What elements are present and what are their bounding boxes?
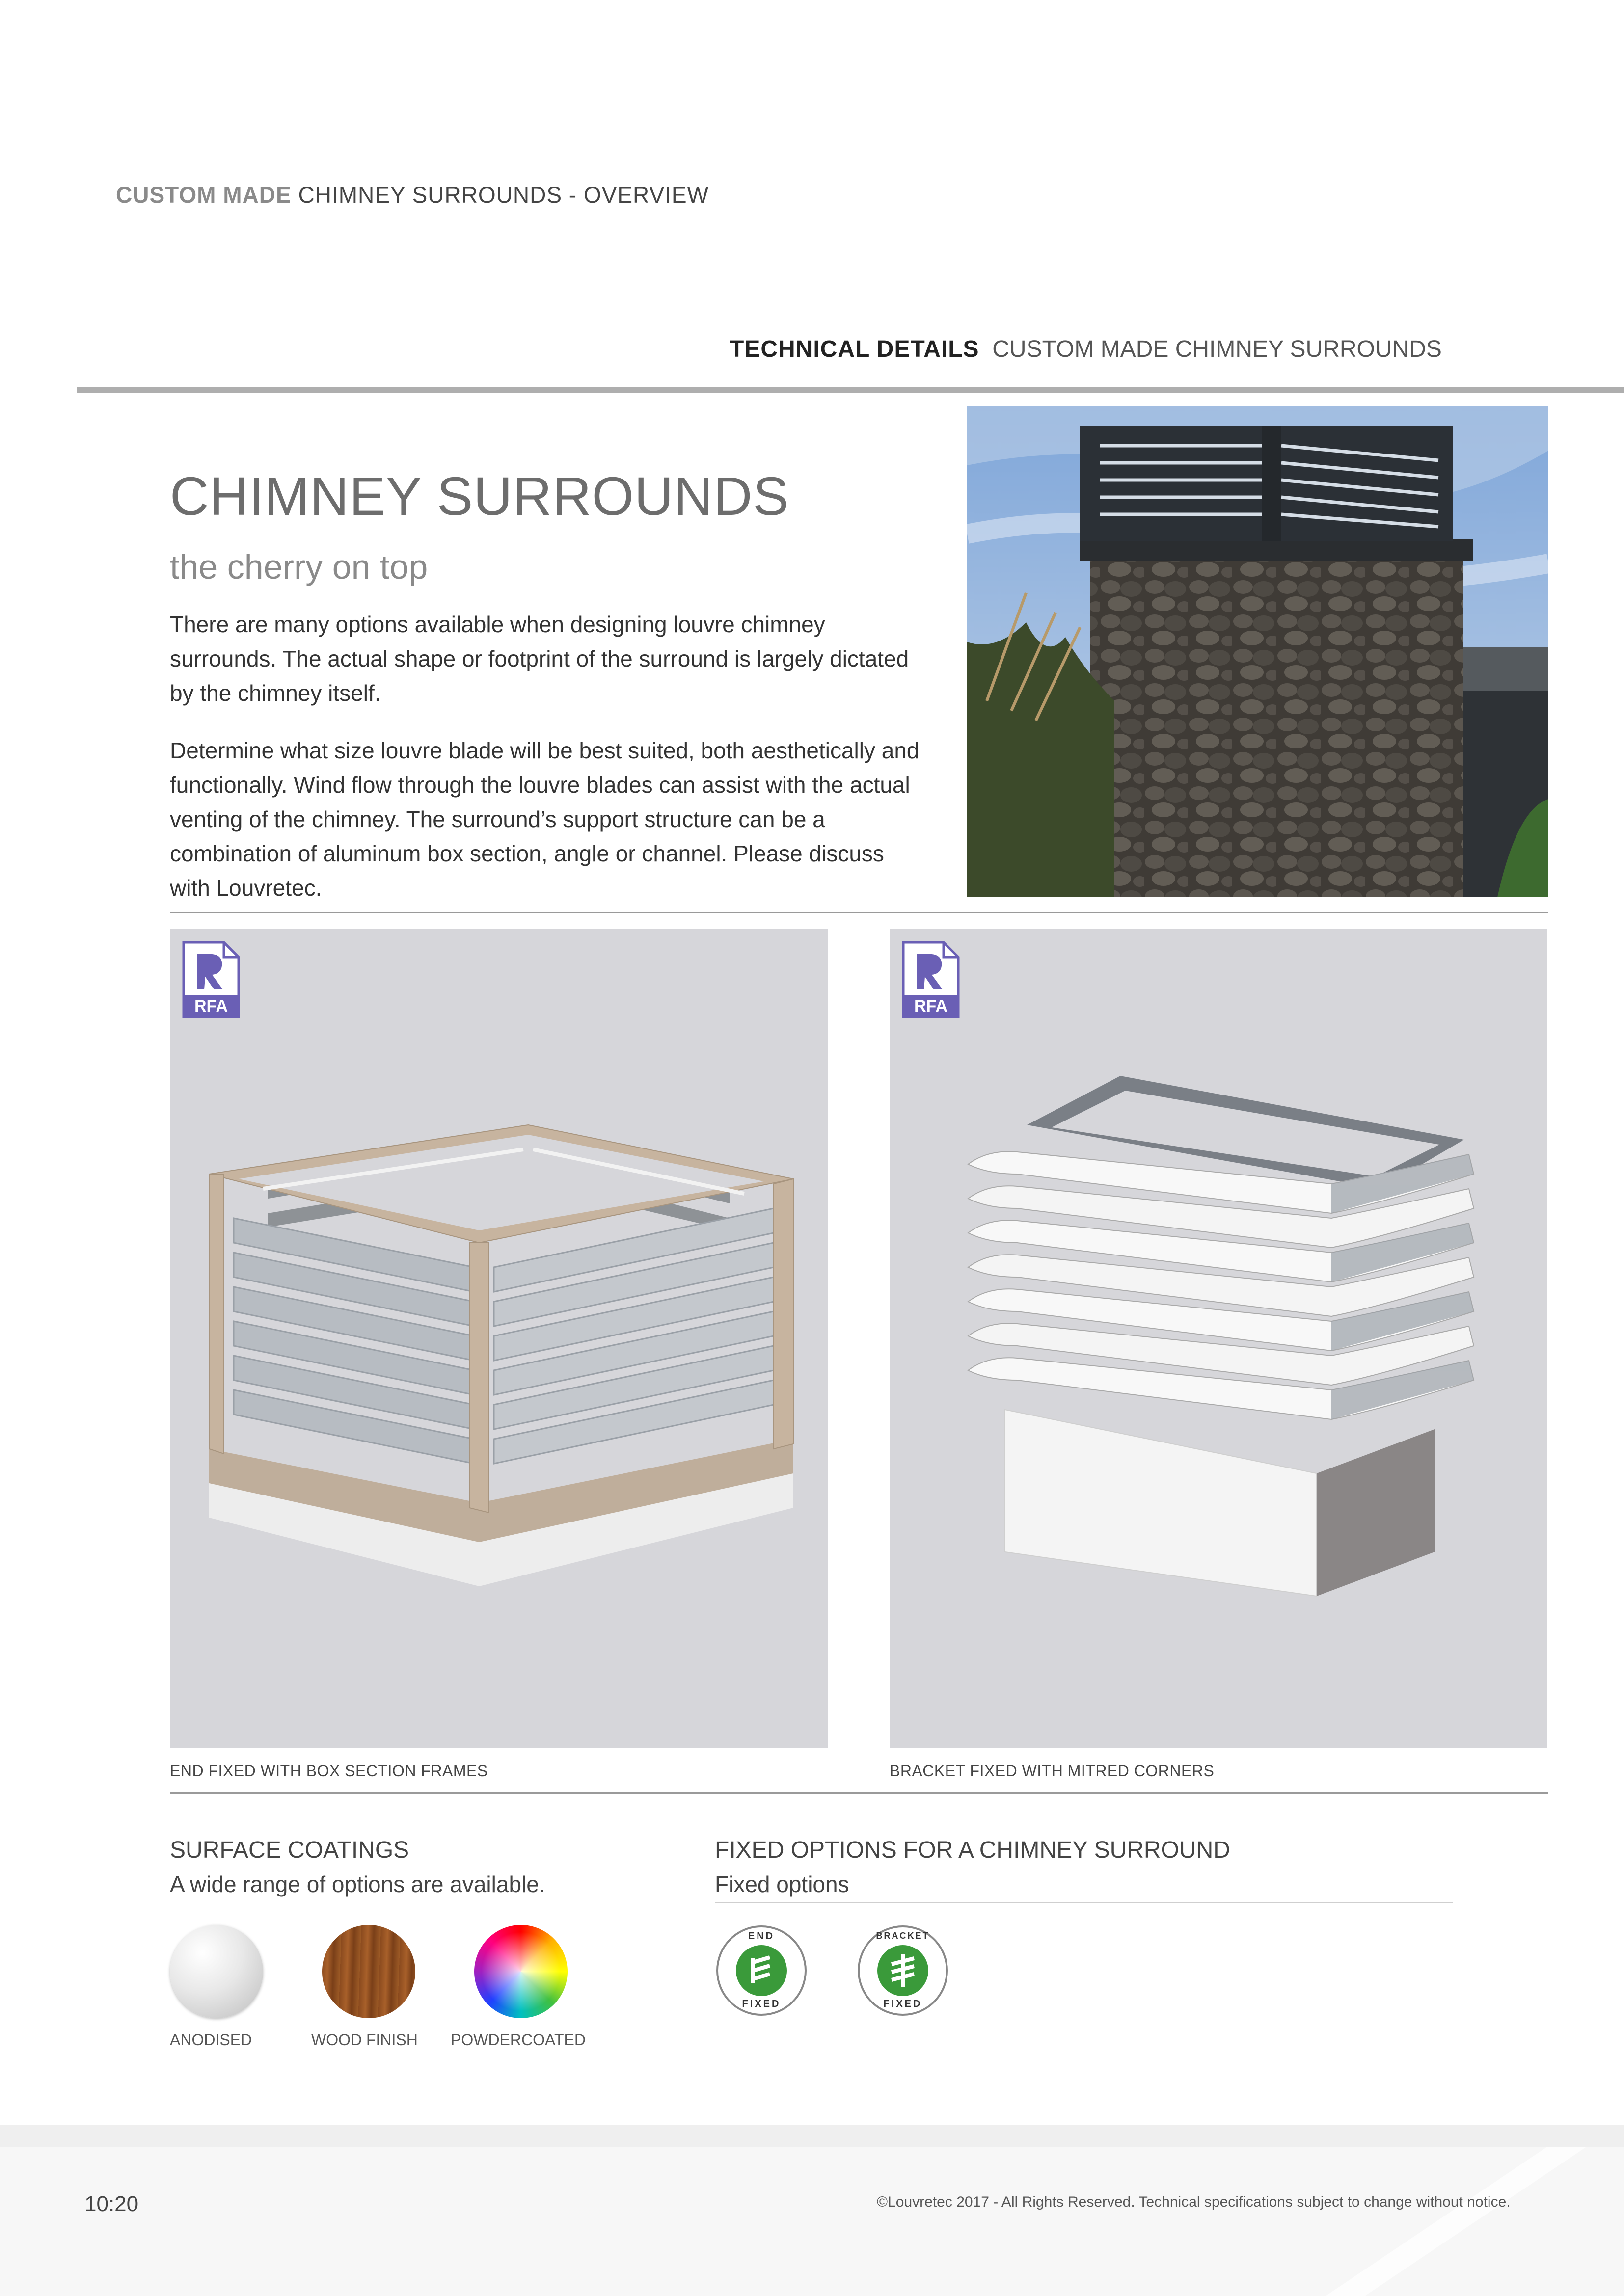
intro-paragraph-2: Determine what size louvre blade will be best suited, both aesthetically and functionally. Wind flow through the louvre blades can assist with the actual venting of the chimney. The surround’s support structure can be a combination of aluminum box section, angle or channel. Please discuss with Louvretec. — [170, 738, 920, 901]
end-badge-bottom: FIXED — [742, 1999, 781, 2009]
page-tagline: the cherry on top — [170, 548, 428, 586]
chimney-photo — [967, 406, 1548, 897]
figure-mitred-corners — [890, 929, 1547, 1748]
kicker-bold: CUSTOM MADE — [116, 182, 292, 208]
page-number: 10:20 — [84, 2192, 139, 2216]
subhead-bold: TECHNICAL DETAILS — [730, 336, 979, 362]
page-title: CHIMNEY SURROUNDS — [170, 466, 789, 527]
rfa-file-icon[interactable] — [182, 940, 241, 1019]
end-badge-top: END — [748, 1931, 775, 1942]
end-fixed-badge — [715, 1924, 808, 2017]
figure-box-section-frames — [170, 929, 828, 1748]
section-subhead — [730, 336, 1442, 363]
anodised-swatch — [170, 1925, 263, 2018]
caption-left: END FIXED WITH BOX SECTION FRAMES — [170, 1762, 488, 1780]
fixed-options-subtitle: Fixed options — [715, 1871, 849, 1897]
fixed-options-title: FIXED OPTIONS FOR A CHIMNEY SURROUND — [715, 1837, 1230, 1863]
bracket-badge-bottom: FIXED — [883, 1999, 922, 2009]
rfa-label: RFA — [194, 997, 228, 1015]
surface-coatings-title: SURFACE COATINGS — [170, 1837, 409, 1863]
header-divider — [77, 387, 1624, 393]
wood-finish-label: WOOD FINISH — [311, 2031, 418, 2049]
bracket-badge-top: BRACKET — [876, 1931, 930, 1941]
surface-coatings-subtitle: A wide range of options are available. — [170, 1871, 545, 1897]
caption-right: BRACKET FIXED WITH MITRED CORNERS — [890, 1762, 1215, 1780]
kicker-rest: CHIMNEY SURROUNDS - OVERVIEW — [291, 182, 709, 208]
powdercoated-label: POWDERCOATED — [451, 2031, 586, 2049]
fixed-options-rule — [715, 1902, 1453, 1903]
footer-inner — [0, 2147, 1624, 2296]
bracket-fixed-badge — [856, 1924, 949, 2017]
copyright-notice: ©Louvretec 2017 - All Rights Reserved. Technical specifications subject to change without notice. — [877, 2194, 1511, 2210]
rfa-file-icon[interactable] — [901, 940, 960, 1019]
intro-paragraph-1: There are many options available when designing louvre chimney surrounds. The actual shape or footprint of the surround is largely dictated by the chimney itself. — [170, 612, 909, 706]
powdercoated-swatch — [474, 1925, 568, 2018]
divider-mid — [170, 1792, 1548, 1794]
subhead-rest: CUSTOM MADE CHIMNEY SURROUNDS — [992, 336, 1442, 362]
wood-finish-swatch — [322, 1925, 415, 2018]
rfa-label: RFA — [914, 997, 947, 1015]
page-kicker — [116, 182, 709, 208]
divider-top — [170, 912, 1548, 913]
anodised-label: ANODISED — [170, 2031, 252, 2049]
